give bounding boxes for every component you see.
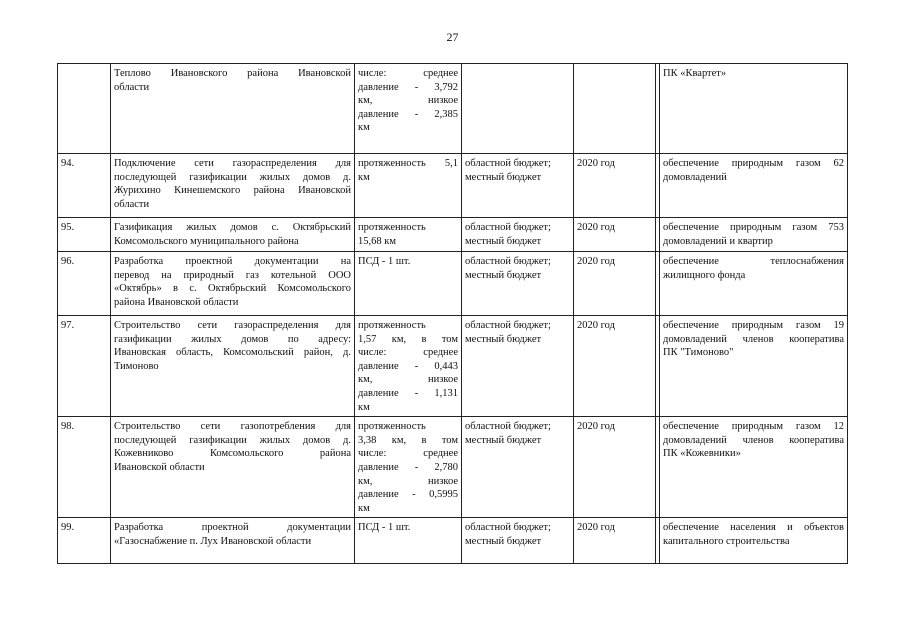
cell-line: местный бюджет <box>465 235 542 247</box>
row-number: 98. <box>61 421 75 433</box>
cell-line: км, низкое <box>358 95 458 107</box>
cell-line: протяженность <box>358 320 426 331</box>
funding-source-cell <box>462 154 574 218</box>
project-name-cell <box>111 218 355 252</box>
period: 2020 год <box>577 320 615 331</box>
cell-line: Теплово Ивановского района Ивановской <box>114 68 351 79</box>
cell-line: областной бюджет; <box>465 158 551 169</box>
period-cell <box>574 252 656 316</box>
row-number-cell <box>58 316 111 417</box>
cell-line: обеспечение теплоснабжения <box>663 256 844 267</box>
period-cell <box>574 417 656 518</box>
cell-line: Ивановской области <box>114 461 205 473</box>
cell-line: ПК «Кожевники» <box>663 448 741 460</box>
project-name-cell <box>111 417 355 518</box>
cell-line: жилищного фонда <box>663 269 746 281</box>
cell-line: Ивановская область, Комсомольский район, д. <box>114 347 351 359</box>
cell-line: протяженность 5,1 <box>358 158 458 169</box>
cell-line: 1,57 км, в том <box>358 333 458 345</box>
cell-line: Кожевниково Комсомольского района <box>114 448 351 460</box>
cell-line: областной бюджет; <box>465 421 551 433</box>
cell-line: числе: среднее <box>358 448 458 460</box>
row-number: 95. <box>61 222 75 233</box>
cell-line: км <box>358 502 370 514</box>
expected-result-cell <box>660 316 848 417</box>
cell-line: 3,38 км, в том <box>358 434 458 446</box>
parameters-cell <box>355 316 462 417</box>
row-number-cell <box>58 417 111 518</box>
cell-line: домовладений членов кооператива <box>663 333 844 345</box>
period: 2020 год <box>577 158 615 169</box>
row-number-cell <box>58 154 111 218</box>
cell-line: «Октябрь» в с. Октябрьский Комсомольского <box>114 283 351 295</box>
cell-line: числе: среднее <box>358 347 458 359</box>
cell-line: км <box>358 122 370 134</box>
cell-line: Комсомольского муниципального района <box>114 235 299 247</box>
cell-line: домовладений членов кооператива <box>663 434 844 446</box>
period: 2020 год <box>577 522 615 534</box>
row-number-cell <box>58 252 111 316</box>
cell-line: района Ивановской области <box>114 296 239 308</box>
parameters-cell <box>355 417 462 518</box>
cell-line: местный бюджет <box>465 535 542 547</box>
cell-line: области <box>114 198 150 210</box>
period: 2020 год <box>577 256 615 267</box>
cell-line: «Газоснабжение п. Лух Ивановской области <box>114 535 312 547</box>
cell-line: домовладений <box>663 171 727 183</box>
cell-line: областной бюджет; <box>465 320 551 331</box>
cell-line: последующей газификации жилых домов д. <box>114 434 351 446</box>
cell-line: капитального строительства <box>663 535 790 547</box>
period: 2020 год <box>577 421 615 433</box>
funding-source-cell <box>462 252 574 316</box>
expected-result-cell <box>660 417 848 518</box>
row-number: 94. <box>61 158 75 169</box>
cell-line: ПК «Квартет» <box>663 68 727 79</box>
funding-source-cell <box>462 316 574 417</box>
funding-source-cell <box>462 417 574 518</box>
cell-line: давление - 0,443 <box>358 360 458 372</box>
cell-line: обеспечение природным газом 12 <box>663 421 844 433</box>
project-name-cell <box>111 252 355 316</box>
expected-result-cell <box>660 518 848 564</box>
cell-line: обеспечение природным газом 62 <box>663 158 844 169</box>
cell-line: обеспечение населения и объектов <box>663 522 844 534</box>
cell-line: давление - 3,792 <box>358 81 458 93</box>
projects-table <box>57 63 848 564</box>
cell-line: обеспечение природным газом 753 <box>663 222 844 233</box>
cell-line: ПСД - 1 шт. <box>358 522 411 534</box>
period-cell <box>574 64 656 154</box>
funding-source-cell <box>462 218 574 252</box>
row-number: 97. <box>61 320 75 331</box>
cell-line: Тимоново <box>114 360 159 372</box>
cell-line: протяженность <box>358 222 426 233</box>
cell-line: областной бюджет; <box>465 256 551 267</box>
cell-line: обеспечение природным газом 19 <box>663 320 844 331</box>
table-row <box>58 316 848 417</box>
row-number: 99. <box>61 522 75 534</box>
cell-line: местный бюджет <box>465 269 542 281</box>
cell-line: протяженность <box>358 421 426 433</box>
cell-line: области <box>114 81 150 93</box>
cell-line: местный бюджет <box>465 171 542 183</box>
cell-line: давление - 1,131 <box>358 387 458 399</box>
cell-line: Журихино Кинешемского района Ивановской <box>114 185 351 197</box>
cell-line: Подключение сети газораспределения для <box>114 158 351 169</box>
period: 2020 год <box>577 222 615 233</box>
funding-source-cell <box>462 64 574 154</box>
cell-line: местный бюджет <box>465 333 542 345</box>
project-name-cell <box>111 64 355 154</box>
cell-line: км <box>358 171 370 183</box>
expected-result-cell <box>660 154 848 218</box>
expected-result-cell <box>660 64 848 154</box>
cell-line: последующей газификации жилых домов д. <box>114 171 351 183</box>
cell-line: 15,68 км <box>358 235 396 247</box>
table-row <box>58 64 848 154</box>
cell-line: давление - 2,780 <box>358 461 458 473</box>
cell-line: местный бюджет <box>465 434 542 446</box>
parameters-cell <box>355 154 462 218</box>
period-cell <box>574 218 656 252</box>
cell-line: Строительство сети газораспределения для <box>114 320 351 331</box>
project-name-cell <box>111 316 355 417</box>
funding-source-cell <box>462 518 574 564</box>
parameters-cell <box>355 252 462 316</box>
period-cell <box>574 154 656 218</box>
cell-line: км, низкое <box>358 475 458 487</box>
cell-line: Газификация жилых домов с. Октябрьский <box>114 222 351 233</box>
cell-line: ПК "Тимоново" <box>663 347 734 359</box>
cell-line: Строительство сети газопотребления для <box>114 421 351 433</box>
cell-line: км, низкое <box>358 374 458 386</box>
cell-line: газификации жилых домов по адресу: <box>114 333 351 345</box>
period-cell <box>574 518 656 564</box>
cell-line: давление - 0,5995 <box>358 489 458 501</box>
cell-line: областной бюджет; <box>465 522 551 534</box>
cell-line: числе: среднее <box>358 68 458 79</box>
parameters-cell <box>355 518 462 564</box>
parameters-cell <box>355 218 462 252</box>
cell-line: ПСД - 1 шт. <box>358 256 411 267</box>
cell-line: км <box>358 401 370 413</box>
cell-line: Разработка проектной документации <box>114 522 351 534</box>
table-row <box>58 417 848 518</box>
table-row <box>58 154 848 218</box>
project-name-cell <box>111 518 355 564</box>
period-cell <box>574 316 656 417</box>
cell-line: перевод на природный газ котельной ООО <box>114 269 351 281</box>
row-number-cell <box>58 518 111 564</box>
table-row <box>58 518 848 564</box>
project-name-cell <box>111 154 355 218</box>
parameters-cell <box>355 64 462 154</box>
cell-line: Разработка проектной документации на <box>114 256 351 267</box>
cell-line: областной бюджет; <box>465 222 551 233</box>
cell-line: домовладений и квартир <box>663 235 773 247</box>
expected-result-cell <box>660 252 848 316</box>
expected-result-cell <box>660 218 848 252</box>
row-number-cell <box>58 64 111 154</box>
page-number: 27 <box>446 30 459 44</box>
table-row <box>58 218 848 252</box>
cell-line: давление - 2,385 <box>358 108 458 120</box>
row-number-cell <box>58 218 111 252</box>
table-row <box>58 252 848 316</box>
row-number: 96. <box>61 256 75 267</box>
